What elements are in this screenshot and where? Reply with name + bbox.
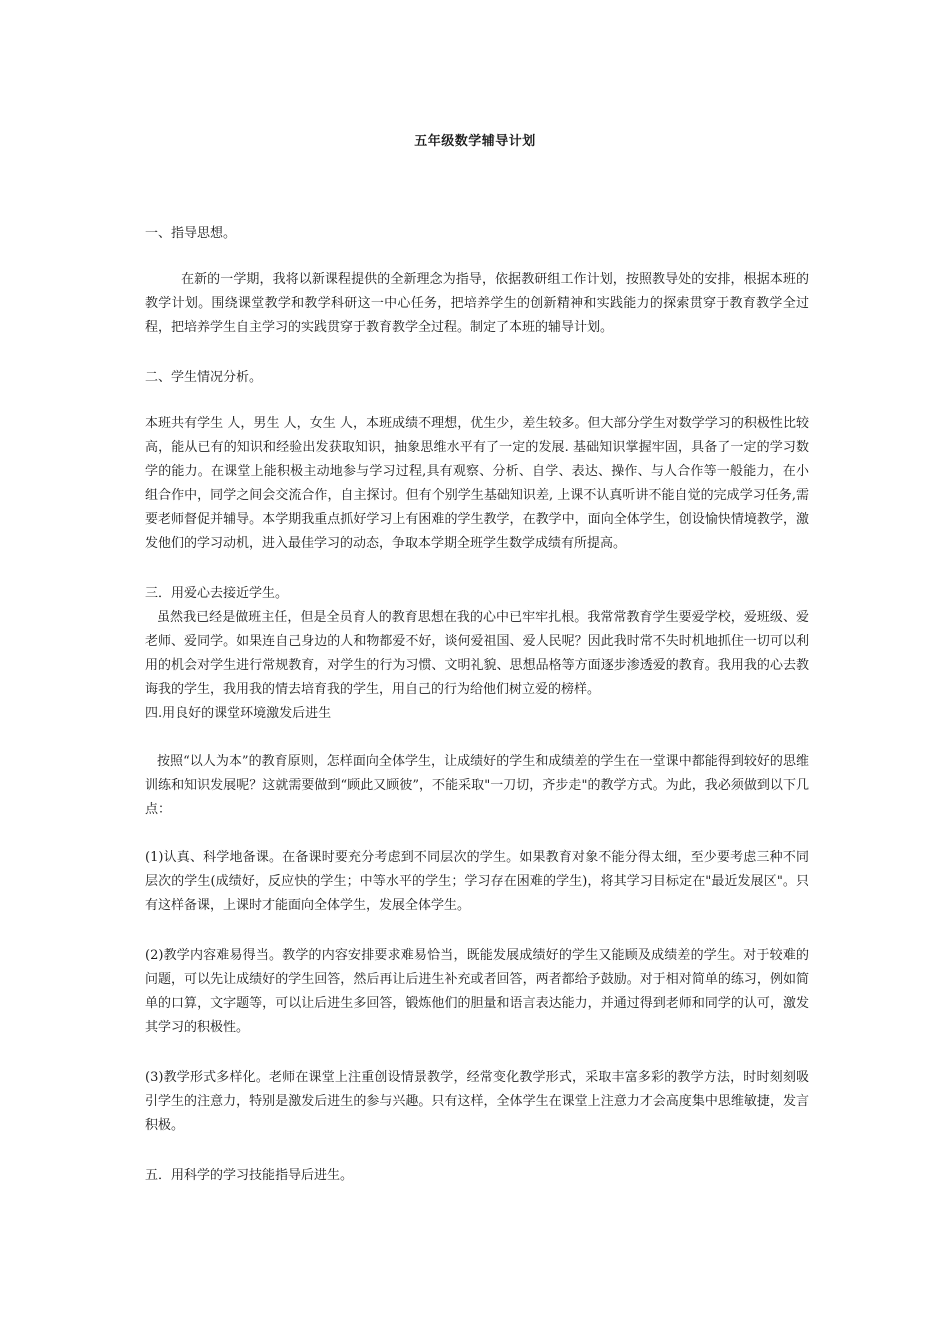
document-title: 五年级数学辅导计划 xyxy=(414,134,536,149)
section-5-heading: 五．用科学的学习技能指导后进生。 xyxy=(145,1168,354,1183)
spacer xyxy=(145,556,809,582)
spacer xyxy=(145,726,809,750)
section-3-paragraph: 虽然我已经是做班主任，但是全员育人的教育思想在我的心中已牢牢扎根。我常常教育学生要爱学校，爱班级、爱老师、爱同学。如果连自己身边的人和物都爱不好，谈何爱祖国、爱人民呢？因此我时常不失时机地抓住一切可以利用的机会对学生进行常规教育，对学生的行为习惯、文明礼貌、思想品格等方面逐步渗透爱的教育。我用我的心去教诲我的学生，我用我的情去培育我的学生，用自己的行为给他们树立爱的榜样。 xyxy=(145,610,809,697)
spacer xyxy=(145,390,809,412)
list-item-2: (2)教学内容难易得当。教学的内容安排要求难易恰当，既能发展成绩好的学生又能顾及成绩差的学生。对于较难的问题，可以先让成绩好的学生回答，然后再让后进生补充或者回答，两者都给予鼓励。对于相对简单的练习，例如简单的口算，文字题等，可以让后进生多回答，锻炼他们的胆量和语言表达能力，并通过得到老师和同学的认可，激发其学习的积极性。 xyxy=(145,948,809,1035)
section-4-heading: 四.用良好的课堂环境激发后进生 xyxy=(145,706,332,721)
spacer xyxy=(145,918,809,944)
section-3-heading: 三．用爱心去接近学生。 xyxy=(145,586,289,601)
spacer xyxy=(145,246,809,268)
document-body xyxy=(145,222,809,1188)
section-1-heading: 一、指导思想。 xyxy=(145,226,237,241)
spacer xyxy=(145,1040,809,1066)
list-item-3: (3)教学形式多样化。老师在课堂上注重创设情景教学，经常变化教学形式，采取丰富多彩的教学方法，时时刻刻吸引学生的注意力，特别是激发后进生的参与兴趣。只有这样，全体学生在课堂上注意力才会高度集中思维敏捷，发言积极。 xyxy=(145,1070,809,1133)
section-4-paragraph: 按照“以人为本”的教育原则，怎样面向全体学生，让成绩好的学生和成绩差的学生在一堂课中都能得到较好的思维训练和知识发展呢？这就需要做到“顾此又顾彼”，不能采取"一刀切，齐步走"的教学方式。为此，我必须做到以下几点： xyxy=(145,754,809,817)
section-2-paragraph: 本班共有学生 人，男生 人，女生 人，本班成绩不理想，优生少，差生较多。但大部分学生对数学学习的积极性比较高，能从已有的知识和经验出发获取知识，抽象思维水平有了一定的发展. 基础知识掌握牢固，具备了一定的学习数学的能力。在课堂上能积极主动地参与学习过程,具有观察、分析、自学、表达、操作、与人合作等一般能力，在小组合作中，同学之间会交流合作，自主探讨。但有个别学生基础知识差, 上课不认真听讲不能自觉的完成学习任务,需要老师督促并辅导。本学期我重点抓好学习上有困难的学生教学，在教学中，面向全体学生，创设愉快情境教学，激发他们的学习动机，进入最佳学习的动态，争取本学期全班学生数学成绩有所提高。 xyxy=(145,416,809,551)
spacer xyxy=(145,340,809,366)
section-1-paragraph: 在新的一学期，我将以新课程提供的全新理念为指导，依据教研组工作计划，按照教导处的安排，根据本班的教学计划。围绕课堂教学和教学科研这一中心任务，把培养学生的创新精神和实践能力的探索贯穿于教育教学全过程，把培养学生自主学习的实践贯穿于教育教学全过程。制定了本班的辅导计划。 xyxy=(145,272,809,335)
spacer xyxy=(145,1138,809,1164)
list-item-1: (1)认真、科学地备课。在备课时要充分考虑到不同层次的学生。如果教育对象不能分得太细，至少要考虑三种不同层次的学生(成绩好，反应快的学生；中等水平的学生；学习存在困难的学生)，将其学习目标定在"最近发展区"。只有这样备课，上课时才能面向全体学生，发展全体学生。 xyxy=(145,850,809,913)
spacer xyxy=(145,822,809,846)
section-2-heading: 二、学生情况分析。 xyxy=(145,370,263,385)
